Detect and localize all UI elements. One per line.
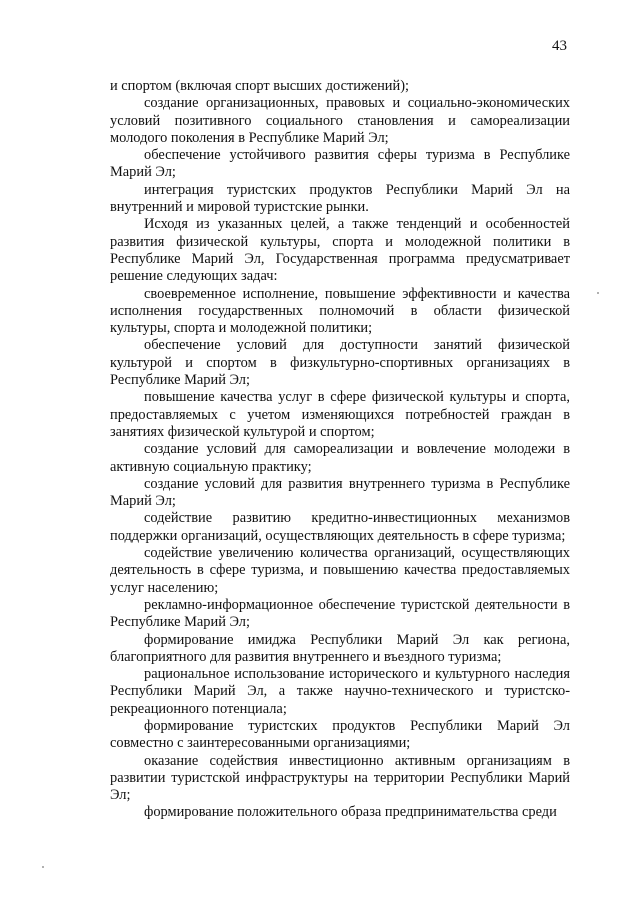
paragraph: и спортом (включая спорт высших достижений);	[110, 78, 410, 94]
paragraph: Исходя из указанных целей, а также тенденций и особенностей развития физической культуры, спорта и молодежной политики в Республике Марий Эл, Государственная программа предусматривает решение следующих задач:	[110, 216, 570, 285]
page-number: 43	[552, 38, 567, 54]
paragraph: обеспечение устойчивого развития сферы туризма в Республике Марий Эл;	[110, 147, 570, 181]
paragraph: содействие развитию кредитно-инвестиционных механизмов поддержки организаций, осуществляющих деятельность в сфере туризма;	[110, 510, 570, 544]
paragraph: рекламно-информационное обеспечение туристской деятельности в Республике Марий Эл;	[110, 596, 570, 631]
paragraph: содействие увеличению количества организаций, осуществляющих деятельность в сфере туризма, и повышению качества предоставляемых услуг населению;	[110, 545, 570, 596]
paragraph: обеспечение условий для доступности занятий физической культурой и спортом в физкультурно-спортивных организациях в Республике Марий Эл;	[110, 337, 570, 389]
scan-speck	[42, 866, 44, 868]
paragraph: рациональное использование исторического и культурного наследия Республики Марий Эл, а также научно-технического и туристско-рекреационного потенциала;	[110, 666, 570, 717]
paragraph: формирование туристских продуктов Республики Марий Эл совместно с заинтересованными организациями;	[110, 717, 570, 752]
document-body	[110, 78, 570, 822]
scan-speck	[597, 292, 599, 294]
paragraph: интеграция туристских продуктов Республики Марий Эл на внутренний и мировой туристские рынки.	[110, 181, 570, 216]
paragraph: своевременное исполнение, повышение эффективности и качества исполнения государственных полномочий в области физической культуры, спорта и молодежной политики;	[110, 285, 570, 337]
paragraph: оказание содействия инвестиционно активным организациям в развитии туристской инфраструктуры на территории Республики Марий Эл;	[110, 752, 570, 804]
paragraph: создание организационных, правовых и социально-экономических условий позитивного социального становления и самореализации молодого поколения в Республике Марий Эл;	[110, 95, 570, 146]
paragraph: создание условий для развития внутреннего туризма в Республике Марий Эл;	[110, 475, 570, 510]
paragraph: формирование положительного образа предпринимательства среди	[144, 804, 557, 821]
paragraph: повышение качества услуг в сфере физической культуры и спорта, предоставляемых с учетом изменяющихся потребностей граждан в занятиях физической культурой и спортом;	[110, 389, 570, 440]
paragraph: формирование имиджа Республики Марий Эл как региона, благоприятного для развития внутреннего и въездного туризма;	[110, 631, 570, 665]
paragraph: создание условий для самореализации и вовлечение молодежи в активную социальную практику;	[110, 441, 570, 475]
